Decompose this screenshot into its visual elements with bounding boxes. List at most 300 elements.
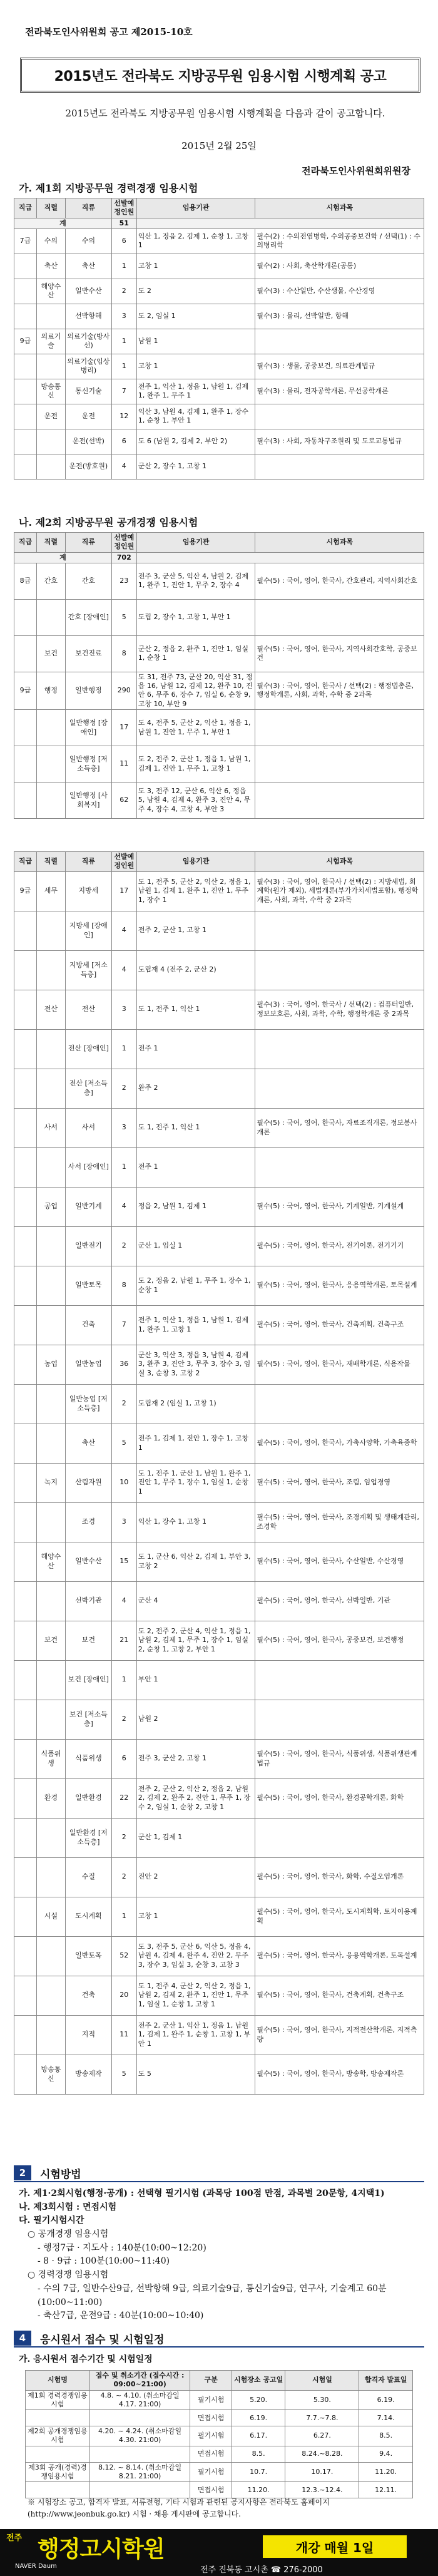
table-cell <box>14 2055 37 2094</box>
banner-title: 행정고시학원 <box>38 2537 165 2562</box>
table-cell <box>255 1818 424 1857</box>
table-row <box>14 279 424 304</box>
table-cell: 2 <box>111 1384 136 1424</box>
table-cell: 사서 [장애인] <box>65 1147 111 1187</box>
table-cell <box>14 1778 37 1818</box>
table-cell: 방송통신 <box>36 379 65 404</box>
table-cell <box>14 379 37 404</box>
table-cell <box>14 1857 37 1897</box>
table-cell: 필수(5) : 국어, 영어, 한국사, 자료조직개론, 정보봉사개론 <box>255 1108 424 1147</box>
method-line: 다. 필기시험시간 <box>19 2215 84 2226</box>
ad-banner[interactable] <box>0 2529 438 2576</box>
table-cell: 10.17. <box>285 2462 359 2482</box>
table-cell: 면접시험 <box>190 2482 232 2498</box>
table-cell: 6 <box>111 1739 136 1778</box>
table-cell: 도시계획 <box>65 1897 111 1936</box>
table-cell: 일반토목 <box>65 1266 111 1305</box>
table-row <box>14 429 424 454</box>
table-cell: 건축 <box>65 1305 111 1345</box>
table-cell: 8.12. ~ 8.14. (취소마감일 8.21. 21:00) <box>89 2462 190 2482</box>
table-cell: 도립재 4 (전주 2, 군산 2) <box>136 950 255 990</box>
total-row <box>14 218 424 228</box>
table-cell: 21 <box>111 1621 136 1660</box>
table-cell <box>26 2446 90 2462</box>
table-cell <box>14 1502 37 1542</box>
table-row <box>14 672 424 709</box>
table-cell: 사서 <box>36 1108 65 1147</box>
table-cell <box>36 304 65 329</box>
table-cell: 2 <box>111 1069 136 1108</box>
table-cell: 52 <box>111 1936 136 1976</box>
table-cell: 필수(5) : 국어, 영어, 한국사, 환경공학개론, 화학 <box>255 1778 424 1818</box>
table-cell: 1 <box>111 1147 136 1187</box>
table-cell: 필수(5) : 국어, 영어, 한국사, 간호관리, 지역사회간호 <box>255 563 424 599</box>
table-cell: 1 <box>111 354 136 379</box>
table-row <box>14 1305 424 1345</box>
table-cell: 도 1, 전주 5, 군산 2, 익산 2, 정읍 1, 남원 1, 김제 1, 완주 1, 진안 1, 무주 1, 장수 1 <box>136 871 255 911</box>
table-row <box>14 563 424 599</box>
schedule-note: ※ 시험장소 공고, 합격자 발표, 서류전형, 기타 시험과 관련된 공지사항은 전라북도 홈페이지(http://www.jeonbuk.go.kr) 시험 · 채용 게시판에 공고합니다. <box>28 2498 330 2518</box>
table-cell: 전주 3, 군산 5, 익산 4, 남원 2, 김제 1, 완주 1, 진안 1, 무주 2, 장수 4 <box>136 563 255 599</box>
table-cell: 2 <box>111 1818 136 1857</box>
table-cell: 6 <box>111 228 136 254</box>
column-header: 임용기관 <box>136 533 255 553</box>
table-cell: 11 <box>111 746 136 783</box>
table-cell: 필수(5) : 국어, 영어, 한국사, 지역사회간호학, 공중보건 <box>255 635 424 672</box>
table-row <box>26 2410 413 2426</box>
table-row <box>14 1660 424 1700</box>
table-row <box>14 1502 424 1542</box>
table-cell <box>36 1029 65 1069</box>
table-cell: 5.20. <box>232 2390 285 2410</box>
table-cell: 필기시험 <box>190 2462 232 2482</box>
table-cell: 의료기술(임상병리) <box>65 354 111 379</box>
table-cell: 익산 1, 장수 1, 고창 1 <box>136 1502 255 1542</box>
table-row <box>26 2390 413 2410</box>
table-cell: 사서 <box>65 1108 111 1147</box>
method-line: ○ 공개경쟁 임용시험 <box>28 2229 109 2240</box>
table-cell <box>255 746 424 783</box>
table-cell: 필수(3) : 물리, 전자공학개론, 무선공학개론 <box>255 379 424 404</box>
table-cell: 운전(선박) <box>65 429 111 454</box>
table-cell: 8.24.~8.28. <box>285 2446 359 2462</box>
table-cell: 방송제작 <box>65 2055 111 2094</box>
table-cell <box>255 1147 424 1187</box>
table-cell: 일반행정 [사회복지] <box>65 783 111 819</box>
table-cell: 세무 <box>36 871 65 911</box>
table-cell: 일반수산 <box>65 1542 111 1581</box>
table-cell: 일반행정 [저소득층] <box>65 746 111 783</box>
table-cell: 환경 <box>36 1778 65 1818</box>
table-cell: 도 1, 전주 1, 익산 1 <box>136 990 255 1029</box>
schedule-subtitle: 가. 응시원서 접수기간 및 시험일정 <box>19 2354 153 2364</box>
column-header: 시험과목 <box>255 533 424 553</box>
table-cell: 익산 3, 남원 4, 김제 1, 완주 1, 장수 1, 순창 1, 부안 1 <box>136 404 255 429</box>
table-cell: 36 <box>111 1345 136 1384</box>
column-header: 직류 <box>65 533 111 553</box>
table-cell: 산림자원 <box>65 1463 111 1502</box>
table-cell: 행정 <box>36 672 65 709</box>
table-cell: 의료기술 <box>36 329 65 354</box>
column-header: 직류 <box>65 852 111 872</box>
table-cell <box>255 710 424 746</box>
table-cell <box>14 1897 37 1936</box>
table-cell: 5 <box>111 1424 136 1463</box>
table-cell: 식품위생 <box>36 1739 65 1778</box>
table-cell: 1 <box>111 254 136 279</box>
table-cell <box>14 454 37 479</box>
table-row <box>14 599 424 635</box>
table-cell: 도 5 <box>136 2055 255 2094</box>
table-cell: 1 <box>111 1029 136 1069</box>
column-header: 직급 <box>14 533 37 553</box>
section1b-title: 나. 제2회 지방공무원 공개경쟁 임용시험 <box>19 516 198 528</box>
table-cell <box>14 1305 37 1345</box>
table-row <box>14 635 424 672</box>
section-title: 응시원서 접수 및 시험일정 <box>40 2333 165 2346</box>
table-cell <box>14 429 37 454</box>
table-cell <box>36 429 65 454</box>
table-cell: 필수(3) : 국어, 영어, 한국사 / 선택(2) : 컴퓨터일반, 정보보호론, 사회, 과학, 수학, 행정학개론 중 2과목 <box>255 990 424 1029</box>
table-cell <box>36 1069 65 1108</box>
table-row <box>14 1739 424 1778</box>
open-exam-table <box>14 532 424 819</box>
table-row <box>14 871 424 911</box>
table-row <box>14 1108 424 1147</box>
table-cell: 도 2 <box>136 279 255 304</box>
table-cell: 도 3, 전주 5, 군산 6, 익산 5, 정읍 4, 남원 4, 김제 4, 완주 4, 진안 2, 무주 3, 장수 3, 임실 3, 순창 3, 고창 3 <box>136 1936 255 1976</box>
column-header: 직급 <box>14 852 37 872</box>
table-cell: 일반농업 <box>65 1345 111 1384</box>
table-cell: 보건 [장애인] <box>65 1660 111 1700</box>
table-cell: 간호 [장애인] <box>65 599 111 635</box>
schedule-table <box>25 2370 413 2498</box>
table-cell: 5 <box>111 599 136 635</box>
table-cell <box>14 1187 37 1226</box>
table-cell: 고창 1 <box>136 254 255 279</box>
table-cell: 2 <box>111 1857 136 1897</box>
table-cell: 일반환경 <box>65 1778 111 1818</box>
table-cell: 전주 1, 익산 1, 정읍 1, 남원 1, 김제 1, 완주 1, 무주 1 <box>136 379 255 404</box>
table-cell: 필기시험 <box>190 2426 232 2446</box>
table-cell: 축산 <box>65 254 111 279</box>
section-bar-exam-method <box>14 2165 424 2182</box>
banner-sponsors: NAVER Daum <box>15 2563 57 2570</box>
column-header: 시험명 <box>26 2371 90 2391</box>
table-cell: 62 <box>111 783 136 819</box>
table-row <box>14 2055 424 2094</box>
table-cell: 3 <box>111 990 136 1029</box>
table-cell: 필기시험 <box>190 2390 232 2410</box>
table-cell: 7.7.~7.8. <box>285 2410 359 2426</box>
table-cell <box>36 783 65 819</box>
table-cell: 일반토목 <box>65 1936 111 1976</box>
exam-method-text <box>19 2187 419 2323</box>
table-cell: 통신기술 <box>65 379 111 404</box>
table-cell: 4.20. ~ 4.24. (취소마감일 4.30. 21:00) <box>89 2426 190 2446</box>
table-cell: 도 6 (남원 2, 김제 2, 부안 2) <box>136 429 255 454</box>
table-header-row <box>14 852 424 872</box>
total-empty <box>136 552 424 563</box>
table-row <box>14 1187 424 1226</box>
table-cell <box>89 2410 190 2426</box>
table-cell <box>36 1384 65 1424</box>
table-cell: 도 1, 전주 1, 익산 1 <box>136 1108 255 1147</box>
table-cell: 운전 <box>36 404 65 429</box>
table-cell <box>14 2015 37 2055</box>
table-cell <box>14 354 37 379</box>
table-cell: 수질 <box>65 1857 111 1897</box>
banner-region: 전주 <box>6 2533 23 2543</box>
table-cell: 필수(5) : 국어, 영어, 한국사, 기계일반, 기계설계 <box>255 1187 424 1226</box>
table-row <box>14 304 424 329</box>
table-row <box>14 1897 424 1936</box>
table-cell: 운전(방호원) <box>65 454 111 479</box>
table-cell: 일반수산 <box>65 279 111 304</box>
table-row <box>14 1266 424 1305</box>
table-row <box>14 1778 424 1818</box>
table-cell <box>36 2015 65 2055</box>
table-cell <box>14 1976 37 2015</box>
table-cell <box>255 783 424 819</box>
column-header: 시험일 <box>285 2371 359 2391</box>
table-cell: 필수(5) : 국어, 영어, 한국사, 조경계획 및 생태계관리, 조경학 <box>255 1502 424 1542</box>
table-cell <box>255 1660 424 1700</box>
table-cell: 전주 1, 익산 1, 정읍 1, 남원 1, 김제 1, 완주 1, 고창 1 <box>136 1305 255 1345</box>
table-cell <box>89 2482 190 2498</box>
table-cell <box>14 1069 37 1108</box>
table-cell: 20 <box>111 1976 136 2015</box>
table-row <box>14 911 424 950</box>
table-cell: 7급 <box>14 228 37 254</box>
table-cell: 제1회 경력경쟁임용시험 <box>26 2390 90 2410</box>
table-cell: 필수(2) : 수의전염병학, 수의공중보건학 / 선택(1) : 수의병리학 <box>255 228 424 254</box>
table-cell: 필수(3) : 사회, 자동차구조원리 및 도로교통법규 <box>255 429 424 454</box>
table-cell <box>14 783 37 819</box>
table-cell <box>255 950 424 990</box>
table-cell: 6 <box>111 429 136 454</box>
table-row <box>14 1029 424 1069</box>
column-header: 임용기관 <box>136 852 255 872</box>
table-cell: 지방세 [저소득층] <box>65 950 111 990</box>
table-cell <box>36 1305 65 1345</box>
table-cell: 군산 3, 익산 3, 정읍 3, 남원 4, 김제 3, 완주 3, 진안 3, 무주 3, 장수 3, 임실 3, 순창 3, 고창 2 <box>136 1345 255 1384</box>
notice-date: 2015년 2월 25일 <box>181 140 257 151</box>
column-header: 합격자 발표일 <box>359 2371 413 2391</box>
table-cell: 필수(5) : 국어, 영어, 한국사, 방송학, 방송제작론 <box>255 2055 424 2094</box>
column-header: 시험장소 공고일 <box>232 2371 285 2391</box>
table-cell: 필수(3) : 물리, 선박일반, 항해 <box>255 304 424 329</box>
table-cell: 부안 1 <box>136 1660 255 1700</box>
table-row <box>26 2446 413 2462</box>
table-cell: 지방세 <box>65 871 111 911</box>
table-row <box>26 2462 413 2482</box>
table-cell <box>36 1660 65 1700</box>
table-cell: 도 1, 전주 4, 군산 2, 익산 2, 정읍 1, 남원 2, 김제 2, 완주 1, 진안 1, 무주 1, 임실 1, 순창 1, 고창 1 <box>136 1976 255 2015</box>
table-cell: 남원 1 <box>136 329 255 354</box>
table-cell: 8.5. <box>232 2446 285 2462</box>
total-value: 702 <box>111 552 136 563</box>
table-row <box>14 1384 424 1424</box>
table-cell: 12.11. <box>359 2482 413 2498</box>
table-cell: 정읍 2, 남원 1, 김제 1 <box>136 1187 255 1226</box>
table-row <box>14 454 424 479</box>
table-cell <box>255 1700 424 1739</box>
table-cell: 4 <box>111 950 136 990</box>
table-cell: 5.30. <box>285 2390 359 2410</box>
table-cell: 8 <box>111 635 136 672</box>
column-header: 접수 및 취소기간 (접수시간 : 09:00~21:00) <box>89 2371 190 2391</box>
table-cell: 11.20. <box>232 2482 285 2498</box>
table-cell: 제3회 공개(경력)경쟁임용시험 <box>26 2462 90 2482</box>
table-cell: 전산 [장애인] <box>65 1029 111 1069</box>
total-empty <box>136 218 424 228</box>
table-cell: 2 <box>111 1226 136 1266</box>
table-cell: 보건 <box>36 635 65 672</box>
section-number: 4 <box>14 2331 31 2346</box>
column-header: 임용기관 <box>136 198 255 218</box>
table-cell: 필수(5) : 국어, 영어, 한국사, 건축계획, 건축구조 <box>255 1976 424 2015</box>
table-cell: 간호 <box>36 563 65 599</box>
table-cell: 필수(5) : 국어, 영어, 한국사, 조림, 임업경영 <box>255 1463 424 1502</box>
table-cell: 필수(5) : 국어, 영어, 한국사, 수산일반, 수산경영 <box>255 1542 424 1581</box>
table-cell: 군산 1, 임실 1 <box>136 1226 255 1266</box>
method-line: - 수의 7급, 일반수산9급, 선박항해 9급, 의료기술9급, 통신기술9급, 연구사, 기술계고 60분(10:00~11:00) <box>38 2283 387 2307</box>
table-cell <box>14 1621 37 1660</box>
table-cell: 도 2, 전주 2, 군산 4, 익산 1, 정읍 1, 남원 2, 김제 1, 무주 1, 장수 1, 임실 2, 순창 1, 고창 2, 부안 1 <box>136 1621 255 1660</box>
table-row <box>14 329 424 354</box>
table-cell: 전주 1, 김제 1, 진안 1, 장수 1, 고창 1 <box>136 1424 255 1463</box>
table-cell <box>14 1147 37 1187</box>
table-cell: 전주 1 <box>136 1147 255 1187</box>
table-row <box>14 228 424 254</box>
table-header-row <box>14 198 424 218</box>
table-cell: 도 1, 군산 6, 익산 2, 김제 1, 부안 3, 고창 2 <box>136 1542 255 1581</box>
table-cell <box>255 911 424 950</box>
table-cell: 필수(3) : 국어, 영어, 한국사 / 선택(2) : 행정법총론, 행정학개론, 사회, 과학, 수학 중 2과목 <box>255 672 424 709</box>
table-cell: 4 <box>111 911 136 950</box>
table-cell: 조경 <box>65 1502 111 1542</box>
table-cell: 필수(5) : 국어, 영어, 한국사, 가축사양학, 가축육종학 <box>255 1424 424 1463</box>
table-cell: 도 2, 정읍 2, 남원 1, 무주 1, 장수 1, 순창 1 <box>136 1266 255 1305</box>
table-row <box>14 710 424 746</box>
total-label: 계 <box>14 552 112 563</box>
table-cell: 10 <box>111 1463 136 1502</box>
notice-number: 전라북도인사위원회 공고 제2015-10호 <box>25 26 193 38</box>
table-cell: 축산 <box>65 1424 111 1463</box>
table-cell <box>36 354 65 379</box>
table-cell: 필수(5) : 국어, 영어, 한국사, 공중보건, 보건행정 <box>255 1621 424 1660</box>
table-cell <box>14 254 37 279</box>
table-cell <box>89 2446 190 2462</box>
table-cell: 방송통신 <box>36 2055 65 2094</box>
table-row <box>26 2426 413 2446</box>
table-cell: 5 <box>111 2055 136 2094</box>
table-cell: 6.27. <box>285 2426 359 2446</box>
table-cell: 필수(5) : 국어, 영어, 한국사, 응용역학개론, 토목설계 <box>255 1936 424 1976</box>
table-cell: 도 31, 전주 73, 군산 20, 익산 31, 정읍 16, 남원 12, 김제 12, 완주 10, 진안 6, 무주 6, 장수 7, 임실 6, 순창 9, 고창 10, 부안 9 <box>136 672 255 709</box>
table-cell <box>14 1424 37 1463</box>
table-cell <box>255 454 424 479</box>
table-row <box>14 1463 424 1502</box>
table-cell: 도 4, 전주 5, 군산 2, 익산 1, 정읍 1, 남원 1, 진안 1, 무주 1, 부안 1 <box>136 710 255 746</box>
table-cell: 전주 2, 군산 1, 고창 1 <box>136 911 255 950</box>
table-cell: 3 <box>111 1108 136 1147</box>
column-header: 시험과목 <box>255 198 424 218</box>
table-cell <box>14 304 37 329</box>
table-cell: 축산 <box>36 254 65 279</box>
table-cell <box>14 635 37 672</box>
table-cell <box>14 1818 37 1857</box>
table-cell: 군산 2, 정읍 2, 완주 1, 진안 1, 임실 1, 순창 1 <box>136 635 255 672</box>
table-cell: 고창 1 <box>136 354 255 379</box>
table-cell: 선박항해 <box>65 304 111 329</box>
table-cell: 수의 <box>65 228 111 254</box>
table-cell: 도 3, 전주 12, 군산 6, 익산 6, 정읍 5, 남원 4, 김제 4, 완주 3, 진안 4, 무주 4, 장수 4, 고창 4, 부안 3 <box>136 783 255 819</box>
table-cell: 11.20. <box>359 2462 413 2482</box>
table-cell: 필수(3) : 수산일반, 수산생물, 수산경영 <box>255 279 424 304</box>
table-cell: 필수(3) : 국어, 영어, 한국사 / 선택(2) : 지방세법, 회계학(원가 제외), 세법개론(부가가치세법포함), 행정학개론, 사회, 과학, 수학 중 2과목 <box>255 871 424 911</box>
table-cell: 일반환경 [저소득층] <box>65 1818 111 1857</box>
table-cell: 도 2, 전주 2, 군산 1, 정읍 1, 남원 1, 김제 1, 진안 1, 무주 1, 고창 1 <box>136 746 255 783</box>
table-cell: 17 <box>111 871 136 911</box>
table-cell: 2 <box>111 1700 136 1739</box>
table-cell <box>36 1818 65 1857</box>
table-cell: 6.19. <box>359 2390 413 2410</box>
column-header: 직류 <box>65 198 111 218</box>
table-cell <box>255 599 424 635</box>
column-header: 선발예정인원 <box>111 198 136 218</box>
table-cell: 4 <box>111 1187 136 1226</box>
table-cell <box>36 599 65 635</box>
table-row <box>14 990 424 1029</box>
column-header: 구분 <box>190 2371 232 2391</box>
table-cell: 필수(5) : 국어, 영어, 한국사, 선박일반, 기관 <box>255 1581 424 1621</box>
table-cell: 지적 <box>65 2015 111 2055</box>
table-row <box>14 1424 424 1463</box>
table-row <box>14 379 424 404</box>
table-cell: 1 <box>111 329 136 354</box>
method-line: 가. 제1·2회시험(행정·공개) : 선택형 필기시험 (과목당 100점 만점, 과목별 20문항, 4지택1) <box>19 2189 385 2199</box>
table-cell: 전주 2, 군산 2, 익산 2, 정읍 2, 남원 2, 김제 2, 완주 2, 진안 1, 무주 1, 장수 2, 임실 1, 순창 2, 고창 1 <box>136 1778 255 1818</box>
table-header-row <box>26 2371 413 2391</box>
table-cell: 일반행정 [장애인] <box>65 710 111 746</box>
table-cell: 보건진료 <box>65 635 111 672</box>
career-exam-table <box>14 198 424 480</box>
table-row <box>14 1226 424 1266</box>
table-cell <box>14 1542 37 1581</box>
column-header: 직렬 <box>36 533 65 553</box>
table-cell: 11 <box>111 2015 136 2055</box>
table-cell: 전주 1 <box>136 1029 255 1069</box>
table-row <box>14 254 424 279</box>
column-header: 직렬 <box>36 852 65 872</box>
method-line: - 8 · 9급 : 100분(10:00~11:40) <box>38 2256 170 2267</box>
table-cell: 익산 1, 정읍 2, 김제 1, 순창 1, 고창 1 <box>136 228 255 254</box>
table-cell <box>14 1029 37 1069</box>
table-cell <box>14 746 37 783</box>
table-row <box>14 1857 424 1897</box>
table-cell <box>36 1502 65 1542</box>
table-cell: 4.8. ~ 4.10. (취소마감일 4.17. 21:00) <box>89 2390 190 2410</box>
table-cell: 일반농업 [저소득층] <box>65 1384 111 1424</box>
table-cell: 도 1, 전주 1, 군산 1, 남원 1, 완주 1, 진안 1, 무주 1, 장수 1, 임실 1, 순창 1 <box>136 1463 255 1502</box>
table-row <box>14 1976 424 2015</box>
table-cell <box>14 1463 37 1502</box>
table-cell: 8.5. <box>359 2426 413 2446</box>
table-cell <box>14 1660 37 1700</box>
table-cell: 일반전기 <box>65 1226 111 1266</box>
